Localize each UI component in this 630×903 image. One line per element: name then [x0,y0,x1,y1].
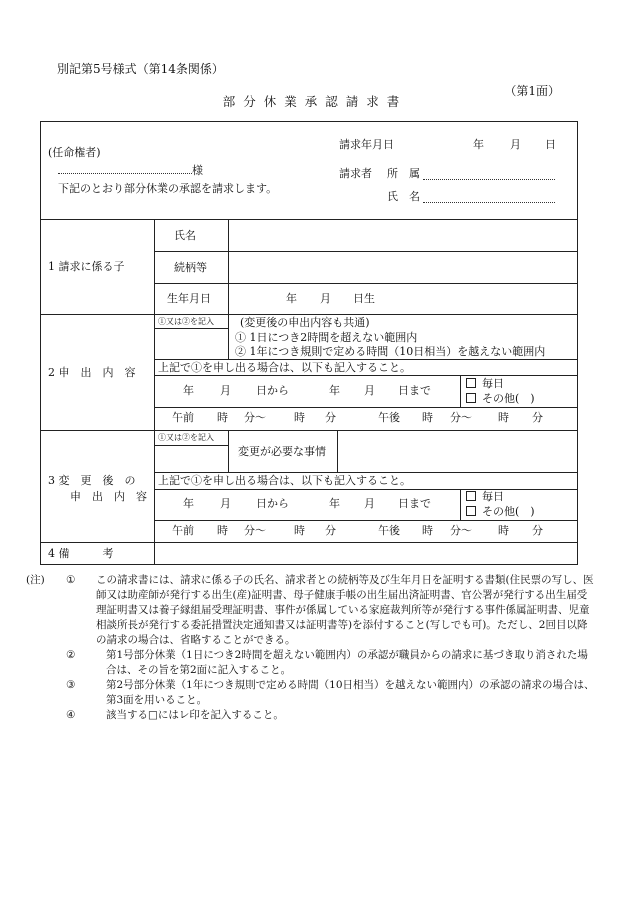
request-date-label: 請求年月日 [339,138,394,151]
remarks-field[interactable] [155,543,576,563]
notes [26,573,596,723]
option1-text: ① 1日につき2時間を超えない範囲内 [235,331,418,344]
s2-hour-3: 時 [422,411,433,424]
s3-minute-tilde-2: 分〜 [450,524,472,537]
notes-heading: (注) [26,574,45,586]
reason-label: 変更が必要な事情 [238,445,326,458]
note-text-1: この請求書には、請求に係る子の氏名、請求者との続柄等及び生年月日を証明する書類(住民票の写し、医師又は助産師が発行する出生(産)証明書、母子健康手帳の出生届出済証明書、官公署が発行する出生届受理証明書又は養子縁組届受理証明書、事件が係属している家庭裁判所等が発行する事件係属証明書、児童相談所長が発行する委託措置決定通知書又は証明書等)を添付すること(写しでも可)。ただし、2回目以降の請求の場合は、省略することができる。 [96,574,594,646]
s2-until-label: 日まで [398,384,431,397]
s3-hour-3: 時 [422,524,433,537]
s2-am-label: 午前 [172,411,194,424]
s2-minute-2: 分 [532,411,543,424]
page-title: 部分休業承認請求書 [222,94,408,109]
child-name-label: 氏名 [174,229,196,242]
request-year-label: 年 [473,138,484,151]
section2-label: 2 申 出 内 容 [48,366,136,379]
s2-every-day-option[interactable] [466,377,504,391]
request-month-label: 月 [510,138,521,151]
s2-hour-2: 時 [294,411,305,424]
s2-minute-tilde-2: 分〜 [450,411,472,424]
s3-minute-tilde: 分〜 [244,524,266,537]
s3-year-until: 年 [329,497,340,510]
s2-other-label: その他( ) [482,392,535,405]
section1-label: 1 請求に係る子 [48,260,125,273]
page-number: （第1面） [504,84,560,98]
s3-minute-1: 分 [325,524,336,537]
note-mark-2: ② [66,649,76,661]
s3-every-day-option[interactable] [466,490,504,504]
birth-month-label: 月 [320,292,331,305]
s3-month-until: 月 [364,497,375,510]
form-label: 別記第5号様式（第14条関係） [57,62,224,76]
s2-month-until: 月 [364,384,375,397]
section2-instruction: 上記で①を申し出る場合は、以下も記入すること。 [158,361,411,374]
requester-label: 請求者 [339,167,372,180]
s3-year-from: 年 [183,497,194,510]
section2-mark-label: ①又は②を記入 [158,317,214,326]
section3-mark-label: ①又は②を記入 [158,433,214,442]
s3-every-day-label: 毎日 [482,490,504,503]
checkbox-icon[interactable] [466,506,476,516]
s2-month-from: 月 [220,384,231,397]
s3-am-label: 午前 [172,524,194,537]
sama-label: 様 [192,164,203,177]
affiliation-label: 所 属 [387,167,420,180]
s3-other-option[interactable] [466,505,535,519]
note-text-4: 該当する□にはレ印を記入すること。 [106,709,284,721]
section3-label-line2: 申 出 内 容 [70,490,147,503]
s3-month-from: 月 [220,497,231,510]
section4-label: 4 備 考 [48,547,114,560]
section3-instruction: 上記で①を申し出る場合は、以下も記入すること。 [158,474,411,487]
s3-until-label: 日まで [398,497,431,510]
name-field[interactable] [423,190,555,207]
s2-pm-label: 午後 [378,411,400,424]
section2-note-heading: (変更後の申出内容も共通) [240,316,370,329]
s3-pm-label: 午後 [378,524,400,537]
s3-from-label: 日から [256,497,289,510]
s2-hour-1: 時 [217,411,228,424]
s3-minute-2: 分 [532,524,543,537]
request-day-label: 日 [545,138,556,151]
s2-hour-4: 時 [498,411,509,424]
relation-label: 続柄等 [174,261,207,274]
note-mark-3: ③ [66,679,76,691]
birth-day-label: 日生 [353,292,375,305]
checkbox-icon[interactable] [466,393,476,403]
section3-label-line1: 3 変 更 後 の [48,474,136,487]
s2-year-from: 年 [183,384,194,397]
birth-year-label: 年 [286,292,297,305]
checkbox-icon[interactable] [466,378,476,388]
s3-hour-2: 時 [294,524,305,537]
s2-minute-1: 分 [325,411,336,424]
s2-every-day-label: 毎日 [482,377,504,390]
s2-minute-tilde: 分〜 [244,411,266,424]
appointer-label: (任命権者) [48,146,101,159]
note-mark-4: ④ [66,709,76,721]
s2-other-option[interactable] [466,392,535,406]
appointer-name-field[interactable] [58,161,203,178]
note-text-2: 第1号部分休業（1日につき2時間を超えない範囲内）の承認が職員からの請求に基づき取り消された場合は、その旨を第2面に記入すること。 [106,649,588,676]
s3-other-label: その他( ) [482,505,535,518]
s3-hour-4: 時 [498,524,509,537]
option2-text: ② 1年につき規則で定める時間（10日相当）を越えない範囲内 [235,345,546,358]
s2-year-until: 年 [329,384,340,397]
checkbox-icon[interactable] [466,491,476,501]
s2-from-label: 日から [256,384,289,397]
note-mark-1: ① [66,574,76,586]
name-label: 氏 名 [387,190,420,203]
s3-hour-1: 時 [217,524,228,537]
birth-date-label: 生年月日 [167,292,211,305]
note-text-3: 第2号部分休業（1年につき規則で定める時間（10日相当）を越えない範囲内）の承認の請求の場合は、第3面を用いること。 [106,679,595,706]
affiliation-field[interactable] [423,167,555,184]
request-text: 下記のとおり部分休業の承認を請求します。 [58,182,278,195]
